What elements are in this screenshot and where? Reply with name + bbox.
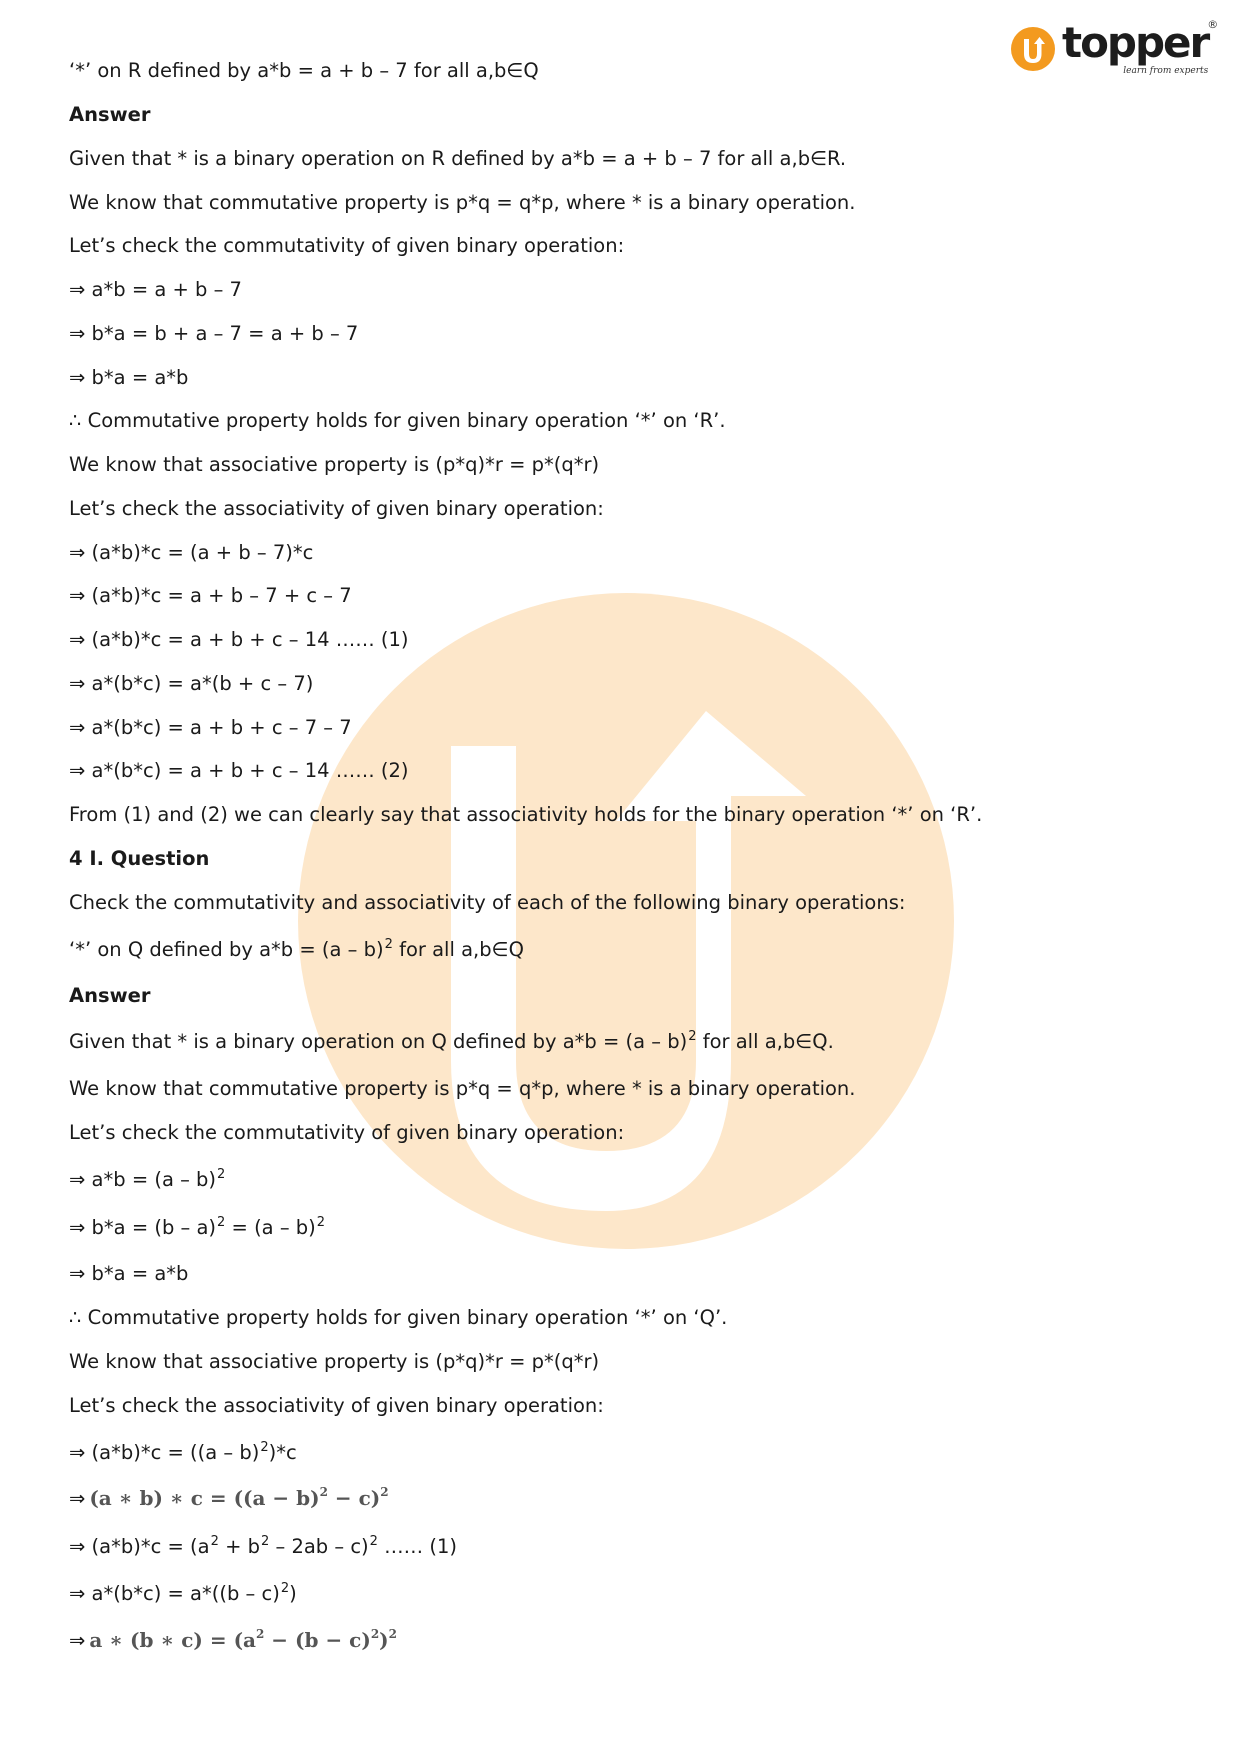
math-step: ⇒ a*b = a + b – 7 [69, 278, 242, 301]
conclusion-line: ∴ Commutative property holds for given binary operation ‘*’ on ‘Q’. [69, 1306, 728, 1329]
text-part: …… (1) [377, 1535, 457, 1558]
math-step: ⇒ a*(b*c) = a + b + c – 7 – 7 [69, 716, 352, 739]
math-step [69, 1582, 297, 1609]
superscript: 2 [380, 1485, 389, 1499]
math-step [69, 1441, 297, 1468]
superscript: 2 [688, 1029, 697, 1044]
text-line: We know that associative property is (p*q)*r = p*(q*r) [69, 453, 600, 476]
watermark-logo [286, 591, 966, 1251]
topper-logo [1010, 18, 1219, 76]
text-part: ⇒ b*a = (b – a) [69, 1216, 217, 1239]
math-step-rendered [69, 1628, 397, 1655]
math-step: ⇒ (a*b)*c = a + b – 7 + c – 7 [69, 584, 352, 607]
text-part: )*c [268, 1441, 297, 1464]
math-step [69, 1535, 457, 1562]
math-part: a ∗ (b ∗ c) = (a [89, 1628, 256, 1652]
text-line: Let’s check the associativity of given binary operation: [69, 1394, 604, 1417]
text-part: ⇒ (a*b)*c = (a [69, 1535, 210, 1558]
math-part: − (b − c) [264, 1628, 371, 1652]
logo-registered-mark: ® [1207, 18, 1219, 31]
text-part: – 2ab – c) [269, 1535, 369, 1558]
math-part: − c) [327, 1486, 381, 1510]
math-step: ⇒ b*a = a*b [69, 1262, 189, 1285]
text-line: Let’s check the commutativity of given binary operation: [69, 234, 625, 257]
math-expression [89, 1486, 388, 1510]
topper-mark-icon [1010, 26, 1056, 72]
question-statement [69, 938, 524, 965]
text-part: Given that * is a binary operation on Q defined by a*b = (a – b) [69, 1030, 688, 1053]
text-part: for all a,b∈Q [392, 938, 524, 961]
math-step: ⇒ a*(b*c) = a*(b + c – 7) [69, 672, 314, 695]
text-part: + b [218, 1535, 261, 1558]
math-part: ) [379, 1628, 389, 1652]
superscript: 2 [319, 1485, 328, 1499]
math-step [69, 1216, 325, 1243]
text-line: We know that associative property is (p*q)*r = p*(q*r) [69, 1350, 600, 1373]
text-line: Let’s check the associativity of given binary operation: [69, 497, 604, 520]
text-part: for all a,b∈Q. [696, 1030, 834, 1053]
answer-heading: Answer [69, 103, 151, 126]
math-step: ⇒ a*(b*c) = a + b + c – 14 …… (2) [69, 759, 409, 782]
superscript: 2 [370, 1627, 380, 1641]
math-step: ⇒ (a*b)*c = (a + b – 7)*c [69, 541, 314, 564]
superscript: 2 [255, 1627, 265, 1641]
answer-heading: Answer [69, 984, 151, 1007]
math-step: ⇒ b*a = a*b [69, 366, 189, 389]
superscript: 2 [210, 1534, 219, 1549]
math-expression [89, 1628, 397, 1652]
logo-wordmark: topper [1062, 18, 1209, 67]
math-part: (a ∗ b) ∗ c = ((a − b) [89, 1486, 320, 1510]
implies-symbol: ⇒ [69, 1487, 86, 1510]
text-part: ⇒ a*(b*c) = a*((b – c) [69, 1582, 280, 1605]
superscript: 2 [217, 1167, 226, 1182]
question-statement: ‘*’ on R defined by a*b = a + b – 7 for all a,b∈Q [69, 59, 539, 82]
superscript: 2 [384, 937, 393, 952]
superscript: 2 [316, 1215, 326, 1230]
question-instruction: Check the commutativity and associativity of each of the following binary operations: [69, 891, 906, 914]
superscript: 2 [280, 1581, 290, 1596]
text-line: We know that commutative property is p*q = q*p, where * is a binary operation. [69, 1077, 856, 1100]
superscript: 2 [260, 1440, 269, 1455]
text-line: We know that commutative property is p*q = q*p, where * is a binary operation. [69, 191, 856, 214]
math-step [69, 1168, 225, 1195]
text-line [69, 1030, 834, 1057]
superscript: 2 [369, 1534, 378, 1549]
conclusion-line: From (1) and (2) we can clearly say that associativity holds for the binary operation ‘*’ on ‘R’. [69, 803, 983, 826]
math-step: ⇒ (a*b)*c = a + b + c – 14 …… (1) [69, 628, 409, 651]
text-part: = (a – b) [225, 1216, 316, 1239]
question-heading: 4 I. Question [69, 847, 210, 870]
text-part: ⇒ a*b = (a – b) [69, 1168, 217, 1191]
text-line: Let’s check the commutativity of given binary operation: [69, 1121, 625, 1144]
text-line: Given that * is a binary operation on R defined by a*b = a + b – 7 for all a,b∈R. [69, 147, 847, 170]
conclusion-line: ∴ Commutative property holds for given binary operation ‘*’ on ‘R’. [69, 409, 726, 432]
math-step: ⇒ b*a = b + a – 7 = a + b – 7 [69, 322, 359, 345]
text-part: ⇒ (a*b)*c = ((a – b) [69, 1441, 260, 1464]
text-part: ‘*’ on Q defined by a*b = (a – b) [69, 938, 384, 961]
superscript: 2 [217, 1215, 226, 1230]
superscript: 2 [261, 1534, 270, 1549]
text-part: ) [289, 1582, 297, 1605]
logo-tagline: learn from experts [1123, 66, 1209, 76]
math-step-rendered [69, 1486, 389, 1513]
superscript: 2 [388, 1627, 397, 1641]
implies-symbol: ⇒ [69, 1629, 86, 1652]
